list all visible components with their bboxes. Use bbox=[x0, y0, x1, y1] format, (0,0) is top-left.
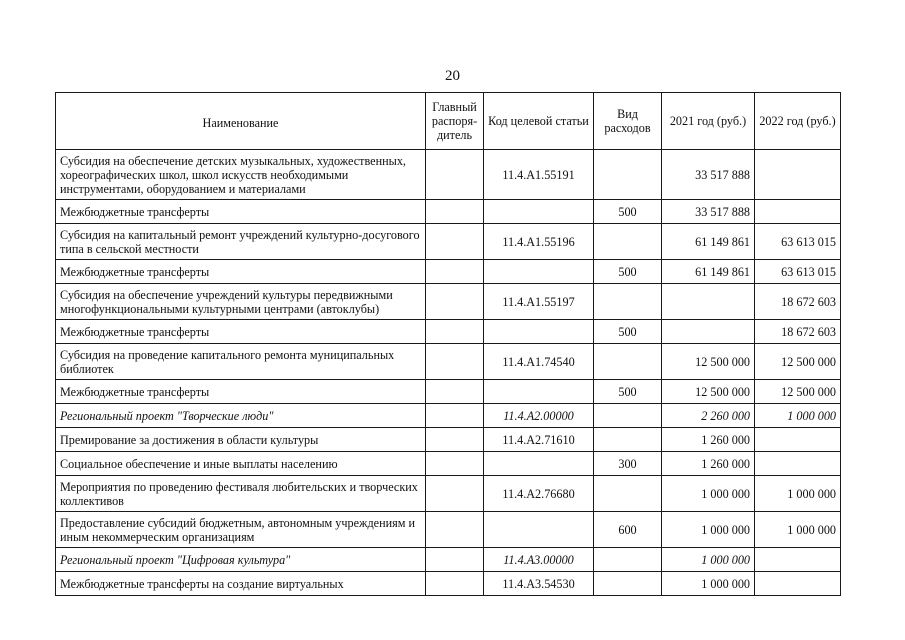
cell-admin bbox=[426, 512, 484, 548]
cell-2021: 61 149 861 bbox=[662, 260, 755, 284]
cell-admin bbox=[426, 260, 484, 284]
cell-2021: 1 260 000 bbox=[662, 428, 755, 452]
cell-2022: 63 613 015 bbox=[755, 260, 841, 284]
table-row bbox=[56, 260, 841, 284]
cell-code: 11.4.А3.00000 bbox=[484, 548, 594, 572]
cell-name: Мероприятия по проведению фестиваля любительских и творческих коллективов bbox=[56, 476, 426, 512]
cell-admin bbox=[426, 284, 484, 320]
cell-2022: 18 672 603 bbox=[755, 320, 841, 344]
cell-2022 bbox=[755, 200, 841, 224]
header-y2022: 2022 год (руб.) bbox=[755, 93, 841, 150]
cell-admin bbox=[426, 320, 484, 344]
cell-2021: 1 000 000 bbox=[662, 572, 755, 596]
cell-2022 bbox=[755, 150, 841, 200]
cell-code bbox=[484, 320, 594, 344]
cell-admin bbox=[426, 428, 484, 452]
cell-type bbox=[594, 344, 662, 380]
table-row bbox=[56, 344, 841, 380]
cell-2021: 1 000 000 bbox=[662, 548, 755, 572]
table-row bbox=[56, 452, 841, 476]
cell-name: Субсидия на капитальный ремонт учреждений культурно-досугового типа в сельской местности bbox=[56, 224, 426, 260]
cell-code bbox=[484, 452, 594, 476]
cell-admin bbox=[426, 344, 484, 380]
table-body bbox=[56, 150, 841, 596]
table-row bbox=[56, 404, 841, 428]
cell-code: 11.4.А1.55197 bbox=[484, 284, 594, 320]
cell-name: Субсидия на обеспечение детских музыкальных, художественных, хореографических школ, школ искусств необходимыми инструментами, оборудованием и материалами bbox=[56, 150, 426, 200]
header-name: Наименование bbox=[56, 93, 426, 150]
cell-type bbox=[594, 150, 662, 200]
cell-2022 bbox=[755, 428, 841, 452]
cell-2021: 1 260 000 bbox=[662, 452, 755, 476]
table-row bbox=[56, 380, 841, 404]
cell-name: Межбюджетные трансферты на создание виртуальных bbox=[56, 572, 426, 596]
cell-code: 11.4.А1.55191 bbox=[484, 150, 594, 200]
cell-type: 500 bbox=[594, 260, 662, 284]
cell-code bbox=[484, 260, 594, 284]
cell-name: Межбюджетные трансферты bbox=[56, 320, 426, 344]
cell-type bbox=[594, 476, 662, 512]
cell-2021 bbox=[662, 284, 755, 320]
table-row bbox=[56, 150, 841, 200]
cell-name: Предоставление субсидий бюджетным, автономным учреждениям и иным некоммерческим организациям bbox=[56, 512, 426, 548]
cell-admin bbox=[426, 548, 484, 572]
table-row bbox=[56, 572, 841, 596]
header-type: Вид расходов bbox=[594, 93, 662, 150]
cell-name: Социальное обеспечение и иные выплаты населению bbox=[56, 452, 426, 476]
cell-2022: 1 000 000 bbox=[755, 404, 841, 428]
cell-code: 11.4.А3.54530 bbox=[484, 572, 594, 596]
cell-name: Межбюджетные трансферты bbox=[56, 260, 426, 284]
cell-code: 11.4.А1.55196 bbox=[484, 224, 594, 260]
cell-2022 bbox=[755, 548, 841, 572]
cell-type: 300 bbox=[594, 452, 662, 476]
cell-type: 500 bbox=[594, 200, 662, 224]
cell-2022: 1 000 000 bbox=[755, 476, 841, 512]
table-row bbox=[56, 548, 841, 572]
cell-code: 11.4.А2.76680 bbox=[484, 476, 594, 512]
table-row bbox=[56, 284, 841, 320]
cell-2021: 33 517 888 bbox=[662, 150, 755, 200]
header-y2021: 2021 год (руб.) bbox=[662, 93, 755, 150]
cell-admin bbox=[426, 224, 484, 260]
cell-2021: 1 000 000 bbox=[662, 476, 755, 512]
table-header-row bbox=[56, 93, 841, 150]
cell-type bbox=[594, 224, 662, 260]
cell-type bbox=[594, 404, 662, 428]
cell-2021: 1 000 000 bbox=[662, 512, 755, 548]
header-code: Код целевой статьи bbox=[484, 93, 594, 150]
cell-name: Межбюджетные трансферты bbox=[56, 200, 426, 224]
cell-2021: 12 500 000 bbox=[662, 344, 755, 380]
cell-2021: 61 149 861 bbox=[662, 224, 755, 260]
cell-2021 bbox=[662, 320, 755, 344]
cell-admin bbox=[426, 380, 484, 404]
cell-code bbox=[484, 200, 594, 224]
table-row bbox=[56, 476, 841, 512]
cell-code bbox=[484, 380, 594, 404]
table-row bbox=[56, 428, 841, 452]
cell-admin bbox=[426, 404, 484, 428]
cell-name: Региональный проект "Творческие люди" bbox=[56, 404, 426, 428]
cell-admin bbox=[426, 150, 484, 200]
cell-code bbox=[484, 512, 594, 548]
cell-2022: 12 500 000 bbox=[755, 380, 841, 404]
cell-admin bbox=[426, 200, 484, 224]
cell-admin bbox=[426, 476, 484, 512]
cell-2021: 12 500 000 bbox=[662, 380, 755, 404]
cell-2022 bbox=[755, 452, 841, 476]
table-row bbox=[56, 200, 841, 224]
cell-code: 11.4.А1.74540 bbox=[484, 344, 594, 380]
cell-name: Субсидия на проведение капитального ремонта муниципальных библиотек bbox=[56, 344, 426, 380]
header-admin: Главный распоря-дитель bbox=[426, 93, 484, 150]
cell-name: Субсидия на обеспечение учреждений культуры передвижными многофункциональными культурными центрами (автоклубы) bbox=[56, 284, 426, 320]
cell-type bbox=[594, 284, 662, 320]
cell-2022 bbox=[755, 572, 841, 596]
table-row bbox=[56, 512, 841, 548]
cell-type bbox=[594, 428, 662, 452]
cell-2022: 12 500 000 bbox=[755, 344, 841, 380]
cell-2022: 1 000 000 bbox=[755, 512, 841, 548]
cell-code: 11.4.А2.00000 bbox=[484, 404, 594, 428]
cell-type: 600 bbox=[594, 512, 662, 548]
cell-2021: 2 260 000 bbox=[662, 404, 755, 428]
cell-admin bbox=[426, 572, 484, 596]
budget-table bbox=[55, 92, 841, 596]
cell-type: 500 bbox=[594, 320, 662, 344]
cell-name: Региональный проект "Цифровая культура" bbox=[56, 548, 426, 572]
cell-2021: 33 517 888 bbox=[662, 200, 755, 224]
cell-type bbox=[594, 572, 662, 596]
cell-type bbox=[594, 548, 662, 572]
cell-type: 500 bbox=[594, 380, 662, 404]
cell-code: 11.4.А2.71610 bbox=[484, 428, 594, 452]
cell-name: Межбюджетные трансферты bbox=[56, 380, 426, 404]
table-row bbox=[56, 320, 841, 344]
cell-name: Премирование за достижения в области культуры bbox=[56, 428, 426, 452]
cell-2022: 18 672 603 bbox=[755, 284, 841, 320]
cell-2022: 63 613 015 bbox=[755, 224, 841, 260]
cell-admin bbox=[426, 452, 484, 476]
table-row bbox=[56, 224, 841, 260]
page-number: 20 bbox=[445, 68, 460, 84]
